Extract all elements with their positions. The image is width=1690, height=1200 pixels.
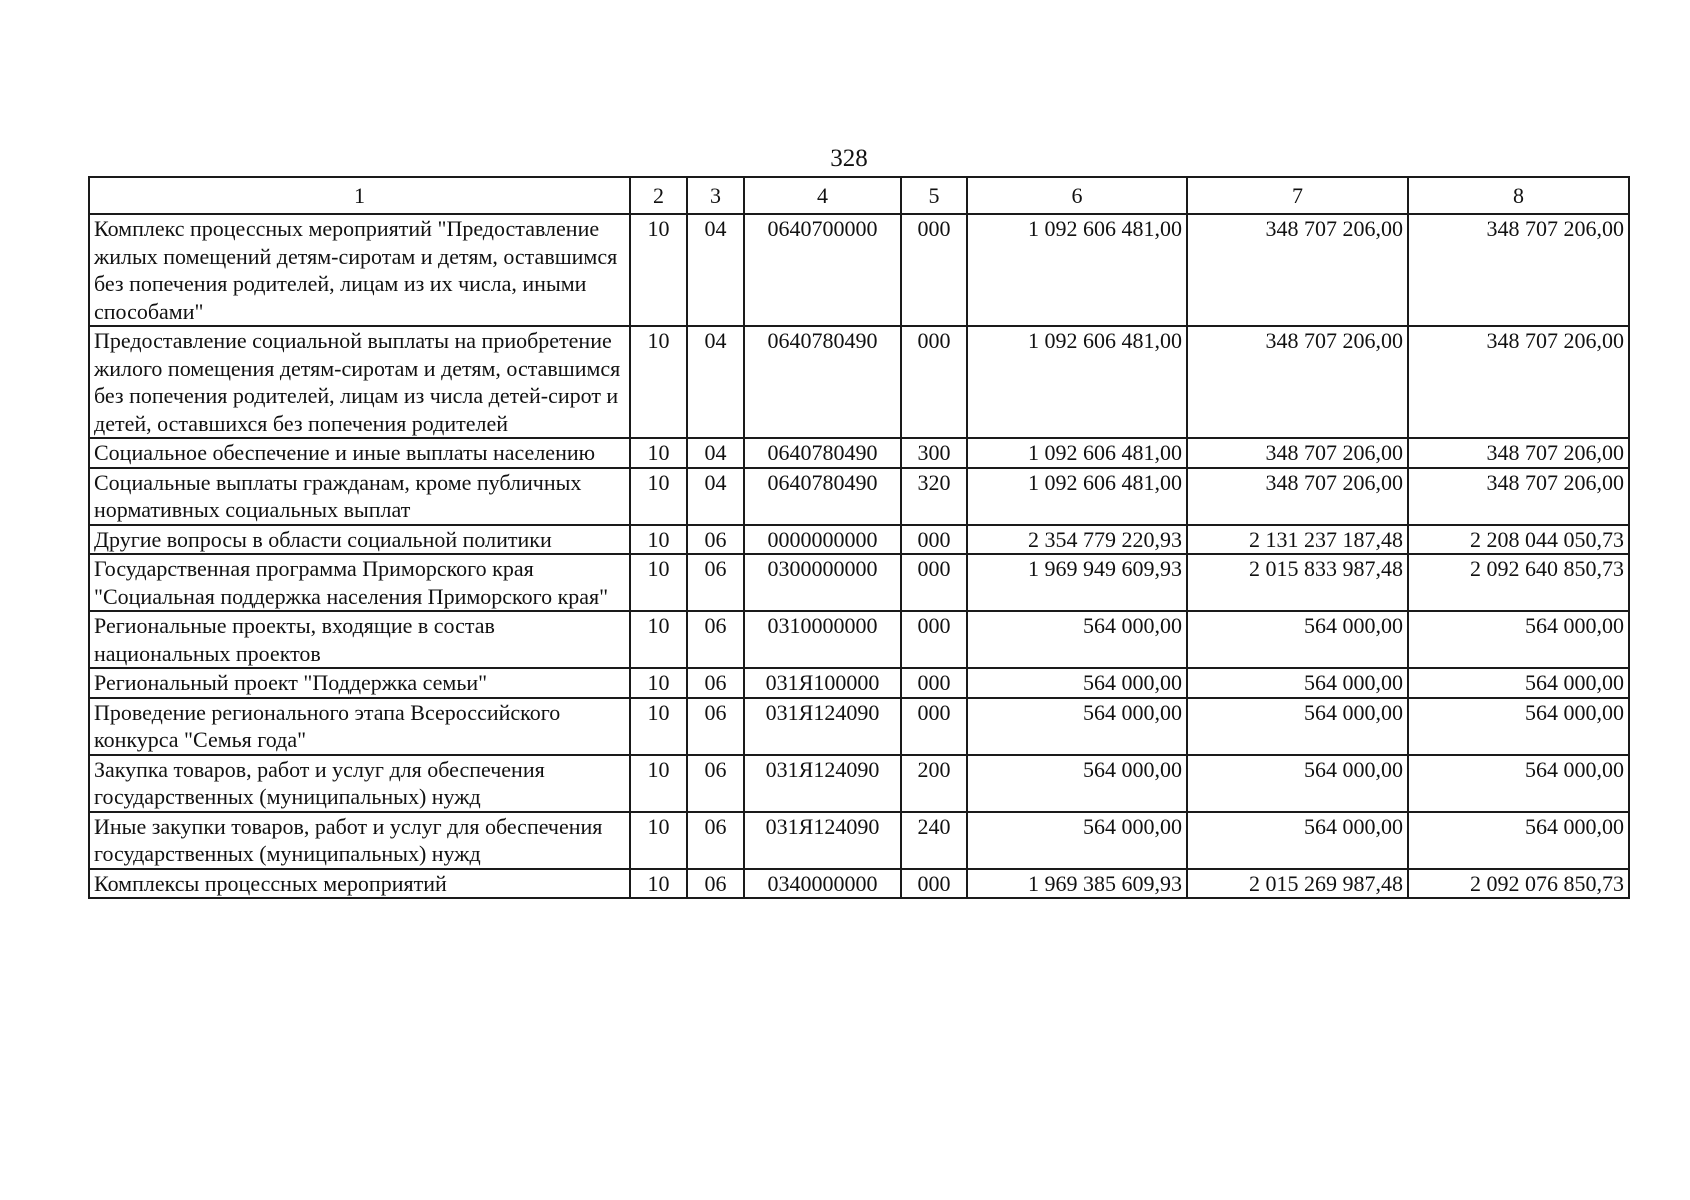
row-amount-7: 564 000,00 [1187, 755, 1408, 812]
row-amount-7: 564 000,00 [1187, 668, 1408, 698]
row-target-code: 0640780490 [744, 326, 901, 438]
row-subsection: 06 [687, 611, 744, 668]
row-section: 10 [630, 326, 687, 438]
row-amount-6: 564 000,00 [967, 611, 1187, 668]
row-name: Иные закупки товаров, работ и услуг для обеспечения государственных (муниципальных) нужд [89, 812, 630, 869]
column-header-8: 8 [1408, 177, 1629, 214]
row-amount-8: 564 000,00 [1408, 755, 1629, 812]
row-expense-type: 000 [901, 611, 967, 668]
row-amount-8: 2 092 640 850,73 [1408, 554, 1629, 611]
table-row [89, 755, 1629, 812]
row-name: Закупка товаров, работ и услуг для обеспечения государственных (муниципальных) нужд [89, 755, 630, 812]
table-row [89, 468, 1629, 525]
row-expense-type: 000 [901, 554, 967, 611]
row-amount-8: 348 707 206,00 [1408, 468, 1629, 525]
table-row [89, 869, 1629, 899]
row-name: Социальное обеспечение и иные выплаты населению [89, 438, 630, 468]
row-amount-6: 564 000,00 [967, 668, 1187, 698]
row-subsection: 06 [687, 812, 744, 869]
row-expense-type: 240 [901, 812, 967, 869]
table-row [89, 698, 1629, 755]
row-subsection: 04 [687, 438, 744, 468]
table-row [89, 438, 1629, 468]
row-section: 10 [630, 755, 687, 812]
table-row [89, 668, 1629, 698]
header-row [89, 177, 1629, 214]
row-amount-6: 1 969 949 609,93 [967, 554, 1187, 611]
row-target-code: 0310000000 [744, 611, 901, 668]
row-section: 10 [630, 668, 687, 698]
row-amount-8: 564 000,00 [1408, 611, 1629, 668]
row-name: Проведение регионального этапа Всероссийского конкурса "Семья года" [89, 698, 630, 755]
column-header-7: 7 [1187, 177, 1408, 214]
row-name: Региональные проекты, входящие в состав национальных проектов [89, 611, 630, 668]
column-header-1: 1 [89, 177, 630, 214]
row-section: 10 [630, 812, 687, 869]
page-number: 328 [830, 145, 868, 172]
row-name: Комплекс процессных мероприятий "Предоставление жилых помещений детям-сиротам и детям, оставшимся без попечения родителей, лицам из их числа, иными способами" [89, 214, 630, 326]
row-amount-6: 1 092 606 481,00 [967, 468, 1187, 525]
row-target-code: 031Я100000 [744, 668, 901, 698]
row-amount-6: 564 000,00 [967, 698, 1187, 755]
row-amount-6: 564 000,00 [967, 812, 1187, 869]
row-amount-8: 2 208 044 050,73 [1408, 525, 1629, 555]
row-target-code: 031Я124090 [744, 812, 901, 869]
row-amount-8: 2 092 076 850,73 [1408, 869, 1629, 899]
column-header-5: 5 [901, 177, 967, 214]
row-amount-8: 564 000,00 [1408, 668, 1629, 698]
table-row [89, 326, 1629, 438]
row-name: Другие вопросы в области социальной политики [89, 525, 630, 555]
row-expense-type: 000 [901, 525, 967, 555]
row-amount-7: 348 707 206,00 [1187, 438, 1408, 468]
row-amount-8: 348 707 206,00 [1408, 326, 1629, 438]
row-amount-7: 564 000,00 [1187, 611, 1408, 668]
row-section: 10 [630, 525, 687, 555]
row-amount-8: 564 000,00 [1408, 812, 1629, 869]
row-target-code: 031Я124090 [744, 698, 901, 755]
row-expense-type: 200 [901, 755, 967, 812]
row-subsection: 06 [687, 554, 744, 611]
row-amount-6: 564 000,00 [967, 755, 1187, 812]
row-section: 10 [630, 468, 687, 525]
row-subsection: 06 [687, 869, 744, 899]
row-name: Комплексы процессных мероприятий [89, 869, 630, 899]
row-target-code: 0000000000 [744, 525, 901, 555]
row-section: 10 [630, 214, 687, 326]
row-expense-type: 000 [901, 326, 967, 438]
table-row [89, 214, 1629, 326]
row-amount-7: 564 000,00 [1187, 812, 1408, 869]
row-amount-6: 1 092 606 481,00 [967, 214, 1187, 326]
row-amount-6: 1 969 385 609,93 [967, 869, 1187, 899]
row-subsection: 04 [687, 468, 744, 525]
row-expense-type: 320 [901, 468, 967, 525]
row-amount-6: 2 354 779 220,93 [967, 525, 1187, 555]
row-section: 10 [630, 554, 687, 611]
column-header-3: 3 [687, 177, 744, 214]
row-name: Региональный проект "Поддержка семьи" [89, 668, 630, 698]
row-target-code: 0340000000 [744, 869, 901, 899]
row-expense-type: 300 [901, 438, 967, 468]
row-subsection: 06 [687, 525, 744, 555]
column-header-4: 4 [744, 177, 901, 214]
row-section: 10 [630, 869, 687, 899]
row-amount-8: 564 000,00 [1408, 698, 1629, 755]
table-row [89, 525, 1629, 555]
table-row [89, 611, 1629, 668]
row-name: Социальные выплаты гражданам, кроме публичных нормативных социальных выплат [89, 468, 630, 525]
row-subsection: 06 [687, 755, 744, 812]
row-section: 10 [630, 611, 687, 668]
row-subsection: 04 [687, 326, 744, 438]
row-amount-6: 1 092 606 481,00 [967, 438, 1187, 468]
row-section: 10 [630, 438, 687, 468]
row-amount-7: 564 000,00 [1187, 698, 1408, 755]
row-amount-7: 348 707 206,00 [1187, 214, 1408, 326]
row-amount-6: 1 092 606 481,00 [967, 326, 1187, 438]
row-expense-type: 000 [901, 869, 967, 899]
row-target-code: 0640780490 [744, 438, 901, 468]
row-amount-7: 348 707 206,00 [1187, 468, 1408, 525]
row-expense-type: 000 [901, 214, 967, 326]
row-amount-7: 348 707 206,00 [1187, 326, 1408, 438]
row-name: Государственная программа Приморского края "Социальная поддержка населения Приморского края" [89, 554, 630, 611]
column-header-2: 2 [630, 177, 687, 214]
row-subsection: 06 [687, 698, 744, 755]
row-target-code: 0300000000 [744, 554, 901, 611]
row-amount-7: 2 015 833 987,48 [1187, 554, 1408, 611]
row-target-code: 031Я124090 [744, 755, 901, 812]
column-header-6: 6 [967, 177, 1187, 214]
row-amount-7: 2 015 269 987,48 [1187, 869, 1408, 899]
row-name: Предоставление социальной выплаты на приобретение жилого помещения детям-сиротам и детям, оставшимся без попечения родителей, лицам из числа детей-сирот и детей, оставшихся без попечения родителей [89, 326, 630, 438]
budget-table [88, 176, 1630, 899]
table-row [89, 554, 1629, 611]
row-subsection: 06 [687, 668, 744, 698]
row-expense-type: 000 [901, 698, 967, 755]
row-amount-7: 2 131 237 187,48 [1187, 525, 1408, 555]
row-target-code: 0640700000 [744, 214, 901, 326]
row-section: 10 [630, 698, 687, 755]
row-amount-8: 348 707 206,00 [1408, 438, 1629, 468]
row-subsection: 04 [687, 214, 744, 326]
row-amount-8: 348 707 206,00 [1408, 214, 1629, 326]
table-row [89, 812, 1629, 869]
row-target-code: 0640780490 [744, 468, 901, 525]
row-expense-type: 000 [901, 668, 967, 698]
